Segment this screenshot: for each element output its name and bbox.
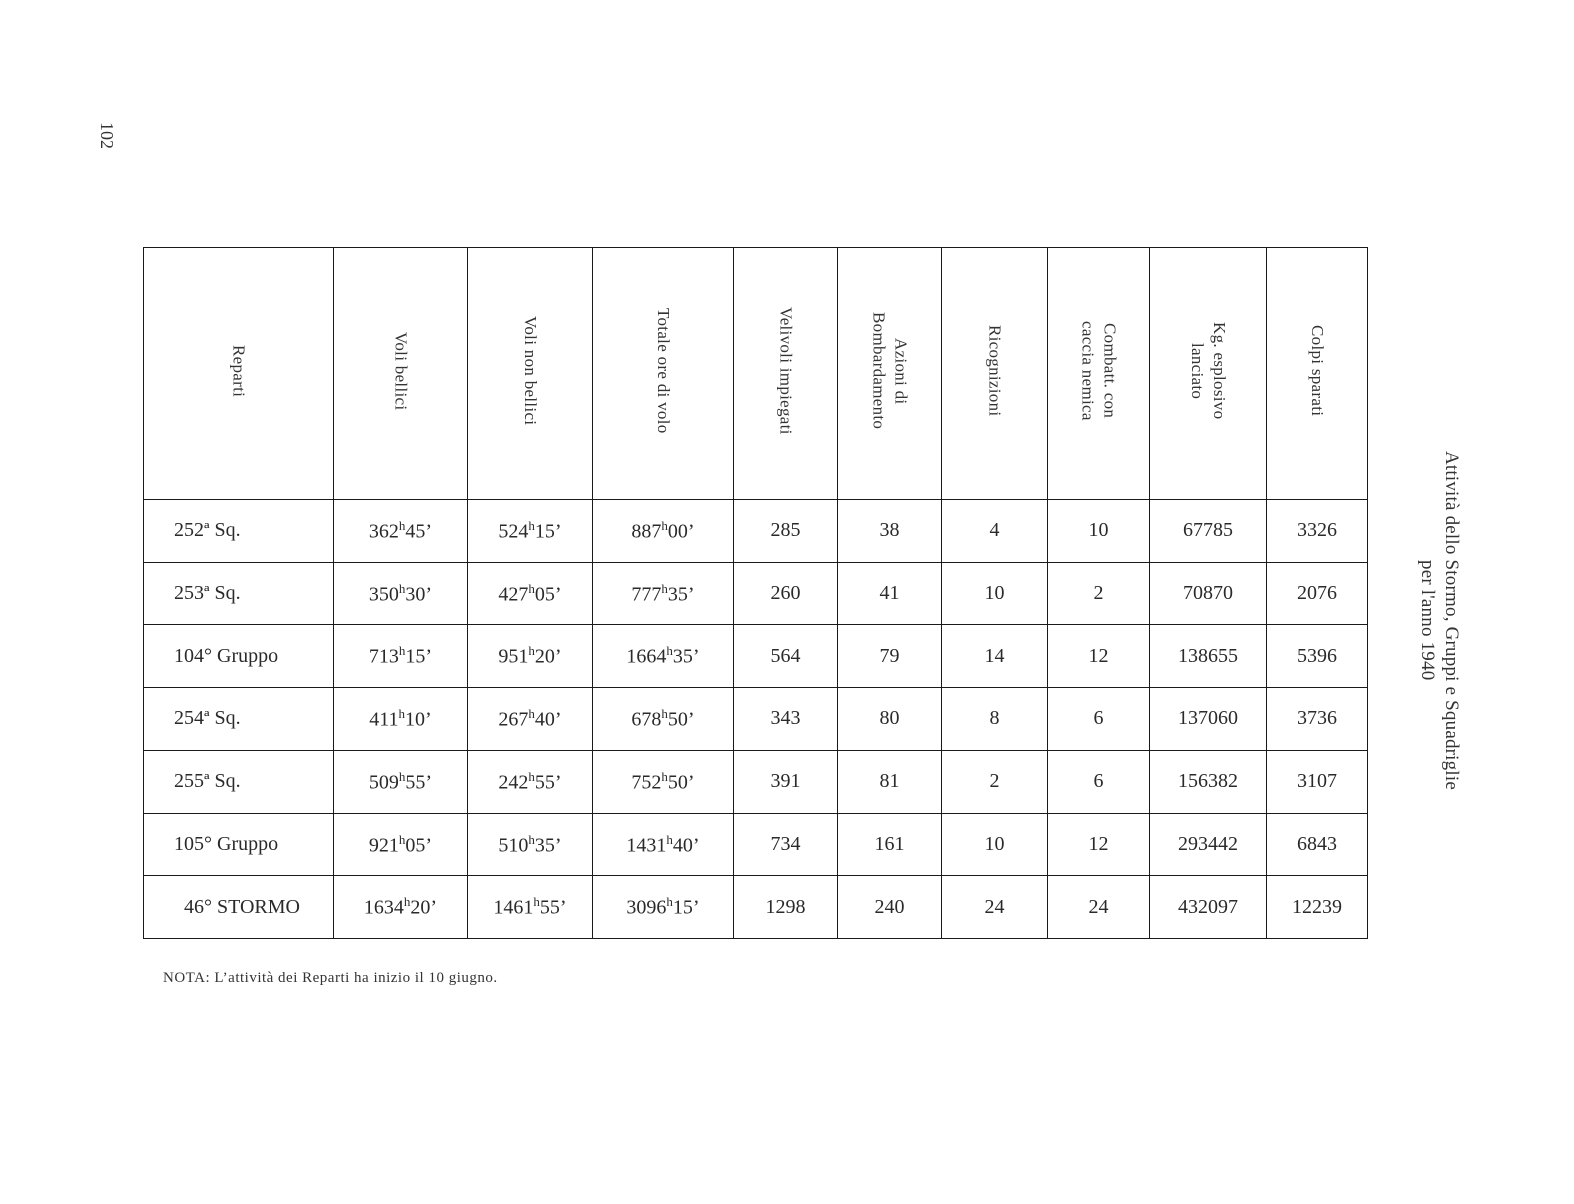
table-row (144, 876, 1368, 939)
table-row (144, 562, 1368, 625)
cell-voli-bellici: 1634$^h$20’ (334, 876, 468, 939)
cell-kg: 67785 (1150, 500, 1267, 563)
activity-table (143, 247, 1368, 939)
cell-voli-bellici: 362$^h$45’ (334, 500, 468, 563)
cell-kg: 156382 (1150, 750, 1267, 813)
cell-totale-ore: 3096$^h$15’ (593, 876, 734, 939)
cell-combatt: 12 (1048, 813, 1150, 876)
table-row (144, 625, 1368, 688)
cell-totale-ore: 752$^h$50’ (593, 750, 734, 813)
cell-bombardamento: 38 (838, 500, 942, 563)
cell-voli-bellici: 509$^h$55’ (334, 750, 468, 813)
cell-colpi: 2076 (1267, 562, 1368, 625)
cell-combatt: 2 (1048, 562, 1150, 625)
cell-bombardamento: 81 (838, 750, 942, 813)
header-velivoli: Velivoli impiegati (734, 248, 838, 500)
cell-totale-ore: 777$^h$35’ (593, 562, 734, 625)
caption-line-1: Attività dello Stormo, Gruppi e Squadriglie (1441, 450, 1462, 790)
cell-ricognizioni: 14 (942, 625, 1048, 688)
cell-kg: 138655 (1150, 625, 1267, 688)
caption-line-2: per l'anno 1940 (1417, 559, 1438, 681)
cell-colpi: 3326 (1267, 500, 1368, 563)
cell-kg: 137060 (1150, 688, 1267, 751)
cell-colpi: 3736 (1267, 688, 1368, 751)
cell-colpi: 5396 (1267, 625, 1368, 688)
cell-ricognizioni: 8 (942, 688, 1048, 751)
table-caption (1415, 410, 1463, 830)
cell-velivoli: 260 (734, 562, 838, 625)
header-totale-ore: Totale ore di volo (593, 248, 734, 500)
cell-bombardamento: 240 (838, 876, 942, 939)
cell-reparto: 253ª Sq. (144, 562, 334, 625)
cell-velivoli: 1298 (734, 876, 838, 939)
table-row (144, 750, 1368, 813)
header-voli-bellici: Voli bellici (334, 248, 468, 500)
table-row (144, 500, 1368, 563)
cell-colpi: 3107 (1267, 750, 1368, 813)
cell-ricognizioni: 10 (942, 562, 1048, 625)
cell-voli-non-bellici: 427$^h$05’ (468, 562, 593, 625)
cell-totale-ore: 678$^h$50’ (593, 688, 734, 751)
cell-voli-bellici: 713$^h$15’ (334, 625, 468, 688)
cell-voli-bellici: 921$^h$05’ (334, 813, 468, 876)
cell-reparto: 104° Gruppo (144, 625, 334, 688)
cell-bombardamento: 41 (838, 562, 942, 625)
cell-reparto: 252ª Sq. (144, 500, 334, 563)
header-ricognizioni: Ricognizioni (942, 248, 1048, 500)
cell-ricognizioni: 24 (942, 876, 1048, 939)
cell-bombardamento: 161 (838, 813, 942, 876)
cell-bombardamento: 79 (838, 625, 942, 688)
header-kg-esplosivo: Kg. esplosivo lanciato (1150, 248, 1267, 500)
cell-reparto: 105° Gruppo (144, 813, 334, 876)
cell-bombardamento: 80 (838, 688, 942, 751)
cell-velivoli: 734 (734, 813, 838, 876)
cell-colpi: 6843 (1267, 813, 1368, 876)
cell-voli-bellici: 411$^h$10’ (334, 688, 468, 751)
cell-totale-ore: 887$^h$00’ (593, 500, 734, 563)
cell-voli-non-bellici: 242$^h$55’ (468, 750, 593, 813)
cell-reparto: 255ª Sq. (144, 750, 334, 813)
cell-combatt: 6 (1048, 750, 1150, 813)
cell-colpi: 12239 (1267, 876, 1368, 939)
cell-totale-ore: 1431$^h$40’ (593, 813, 734, 876)
cell-voli-non-bellici: 267$^h$40’ (468, 688, 593, 751)
cell-voli-bellici: 350$^h$30’ (334, 562, 468, 625)
header-voli-non-bellici: Voli non bellici (468, 248, 593, 500)
cell-combatt: 10 (1048, 500, 1150, 563)
cell-voli-non-bellici: 510$^h$35’ (468, 813, 593, 876)
header-colpi: Colpi sparati (1267, 248, 1368, 500)
note: NOTA: L’attività dei Reparti ha inizio il 10 giugno. (163, 970, 498, 986)
header-combatt: Combatt. con caccia nemica (1048, 248, 1150, 500)
table-row (144, 688, 1368, 751)
cell-totale-ore: 1664$^h$35’ (593, 625, 734, 688)
cell-velivoli: 285 (734, 500, 838, 563)
cell-ricognizioni: 10 (942, 813, 1048, 876)
cell-kg: 293442 (1150, 813, 1267, 876)
cell-combatt: 24 (1048, 876, 1150, 939)
cell-ricognizioni: 2 (942, 750, 1048, 813)
cell-voli-non-bellici: 951$^h$20’ (468, 625, 593, 688)
header-row (144, 248, 1368, 500)
cell-combatt: 6 (1048, 688, 1150, 751)
cell-voli-non-bellici: 1461$^h$55’ (468, 876, 593, 939)
cell-kg: 70870 (1150, 562, 1267, 625)
cell-combatt: 12 (1048, 625, 1150, 688)
header-bombardamento: Azioni di Bombardamento (838, 248, 942, 500)
table-row (144, 813, 1368, 876)
cell-velivoli: 564 (734, 625, 838, 688)
header-reparti: Reparti (144, 248, 334, 500)
cell-velivoli: 343 (734, 688, 838, 751)
page-number: 102 (97, 121, 117, 149)
cell-voli-non-bellici: 524$^h$15’ (468, 500, 593, 563)
cell-reparto: 46° STORMO (144, 876, 334, 939)
cell-velivoli: 391 (734, 750, 838, 813)
cell-reparto: 254ª Sq. (144, 688, 334, 751)
cell-kg: 432097 (1150, 876, 1267, 939)
cell-ricognizioni: 4 (942, 500, 1048, 563)
